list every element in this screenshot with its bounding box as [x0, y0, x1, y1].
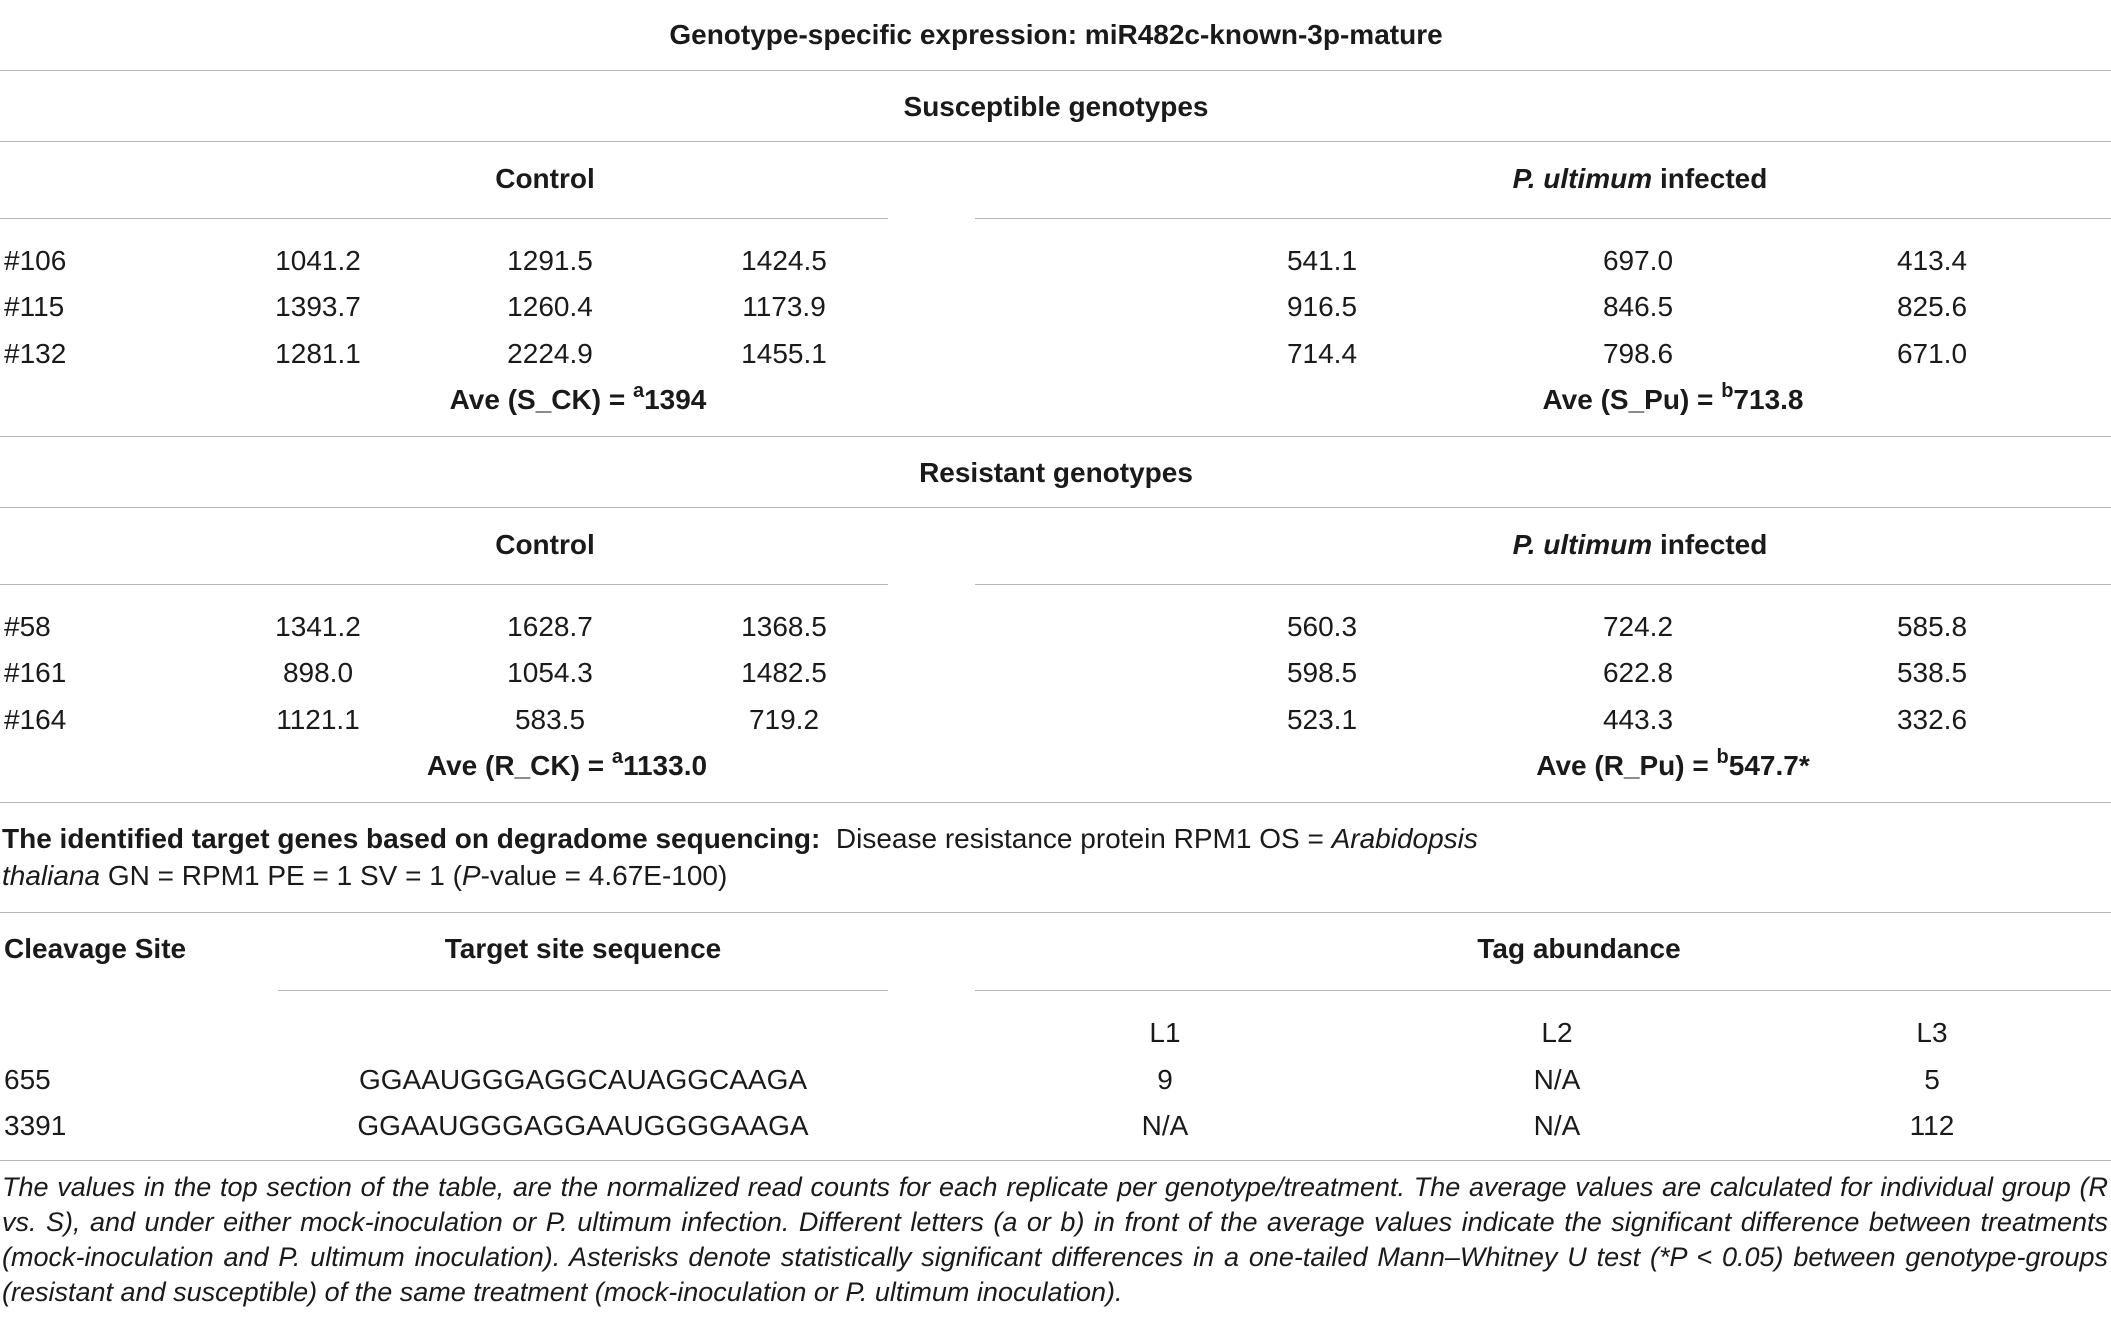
seq-underline: [278, 990, 888, 991]
tag-value: 112: [1909, 1110, 1955, 1141]
value-cell: 671.0: [1896, 338, 1968, 369]
cleavage-site: 3391: [4, 1110, 67, 1141]
target-sequence: GGAAUGGGAGGCAUAGGCAAGA: [358, 1064, 808, 1095]
genotype-id: #106: [4, 245, 67, 276]
genotype-id: #115: [4, 291, 65, 322]
sub-col-l1: L1: [1149, 1017, 1181, 1048]
divider: [0, 507, 2111, 508]
value-cell: 598.5: [1286, 657, 1358, 688]
tag-value: 5: [1924, 1064, 1940, 1095]
tag-value: 9: [1157, 1064, 1173, 1095]
infected-label: P. ultimum infected: [1512, 163, 1768, 194]
value-cell: 523.1: [1286, 704, 1358, 735]
infected-underline: [975, 584, 2111, 585]
value-cell: 846.5: [1602, 291, 1674, 322]
col-tag-abundance: Tag abundance: [1477, 933, 1681, 964]
section-heading-resistant: Resistant genotypes: [919, 457, 1193, 488]
value-cell: 1368.5: [741, 611, 827, 642]
value-cell: 1482.5: [741, 657, 827, 688]
value-cell: 541.1: [1286, 245, 1358, 276]
value-cell: 443.3: [1602, 704, 1674, 735]
value-cell: 916.5: [1286, 291, 1358, 322]
value-cell: 560.3: [1286, 611, 1358, 642]
table-footnote: The values in the top section of the table, are the normalized read counts for each replicate per genotype/treatment. The average values are calculated for individual group (R vs. S), and under either mock-inoculation or P. ultimum infection. Different letters (a or b) in front of the average values indicate the significant difference between treatments (mock-inoculation and P. ultimum inoculation). Asterisks denote statistically significant differences in a one-tailed Mann–Whitney U test (*P < 0.05) between genotype-groups (resistant and susceptible) of the same treatment (mock-inoculation or P. ultimum inoculation).: [2, 1172, 2108, 1307]
genotype-id: #132: [4, 338, 67, 369]
section-heading-susceptible: Susceptible genotypes: [903, 91, 1209, 122]
value-cell: 583.5: [514, 704, 586, 735]
col-target-sequence: Target site sequence: [444, 933, 722, 964]
divider: [0, 436, 2111, 437]
value-cell: 1173.9: [742, 291, 826, 322]
control-average: Ave (S_CK) = $^a$1394: [449, 379, 707, 415]
value-cell: 413.4: [1896, 245, 1968, 276]
tag-value: N/A: [1533, 1110, 1581, 1141]
control-average: Ave (R_CK) = $^a$1133.0: [426, 745, 708, 781]
genotype-id: #164: [4, 704, 67, 735]
target-sequence: GGAAUGGGAGGAAUGGGGAAGA: [357, 1110, 809, 1141]
infected-average: Ave (R_Pu) = $^b$547.7*: [1536, 745, 1810, 781]
control-label: Control: [495, 529, 595, 560]
tag-value: N/A: [1141, 1110, 1189, 1141]
cleavage-site: 655: [4, 1064, 51, 1095]
divider: [0, 912, 2111, 913]
divider: [0, 70, 2111, 71]
infected-underline: [975, 218, 2111, 219]
genotype-id: #58: [4, 611, 51, 642]
divider: [0, 141, 2111, 142]
value-cell: 1455.1: [741, 338, 827, 369]
value-cell: 1424.5: [741, 245, 827, 276]
value-cell: 622.8: [1602, 657, 1674, 688]
value-cell: 1260.4: [507, 291, 593, 322]
value-cell: 1041.2: [275, 245, 361, 276]
infected-label: P. ultimum infected: [1512, 529, 1768, 560]
value-cell: 538.5: [1896, 657, 1968, 688]
value-cell: 1121.1: [276, 704, 360, 735]
tag-value: N/A: [1533, 1064, 1581, 1095]
value-cell: 1341.2: [275, 611, 361, 642]
value-cell: 825.6: [1896, 291, 1968, 322]
control-underline: [0, 584, 888, 585]
sub-col-l3: L3: [1916, 1017, 1948, 1048]
infected-average: Ave (S_Pu) = $^b$713.8: [1542, 379, 1804, 415]
value-cell: 898.0: [282, 657, 354, 688]
target-genes-note: The identified target genes based on degradome sequencing: Disease resistance protein RPM1 OS = Arabidopsis thaliana GN = RPM1 PE = 1 SV = 1 (P-value = 4.67E-100): [2, 823, 1478, 891]
value-cell: 714.4: [1286, 338, 1358, 369]
value-cell: 1054.3: [507, 657, 593, 688]
value-cell: 724.2: [1602, 611, 1674, 642]
value-cell: 332.6: [1896, 704, 1968, 735]
control-label: Control: [495, 163, 595, 194]
value-cell: 585.8: [1896, 611, 1968, 642]
control-underline: [0, 218, 888, 219]
col-cleavage-site: Cleavage Site: [4, 933, 187, 964]
value-cell: 2224.9: [507, 338, 593, 369]
value-cell: 1393.7: [275, 291, 361, 322]
table-title: Genotype-specific expression: miR482c-known-3p-mature: [669, 19, 1443, 50]
tag-underline: [975, 990, 2111, 991]
sub-col-l2: L2: [1541, 1017, 1573, 1048]
value-cell: 1291.5: [507, 245, 593, 276]
value-cell: 1628.7: [507, 611, 593, 642]
value-cell: 1281.1: [275, 338, 361, 369]
value-cell: 798.6: [1602, 338, 1674, 369]
value-cell: 719.2: [748, 704, 820, 735]
divider: [0, 1160, 2111, 1161]
divider: [0, 802, 2111, 803]
value-cell: 697.0: [1602, 245, 1674, 276]
genotype-id: #161: [4, 657, 67, 688]
